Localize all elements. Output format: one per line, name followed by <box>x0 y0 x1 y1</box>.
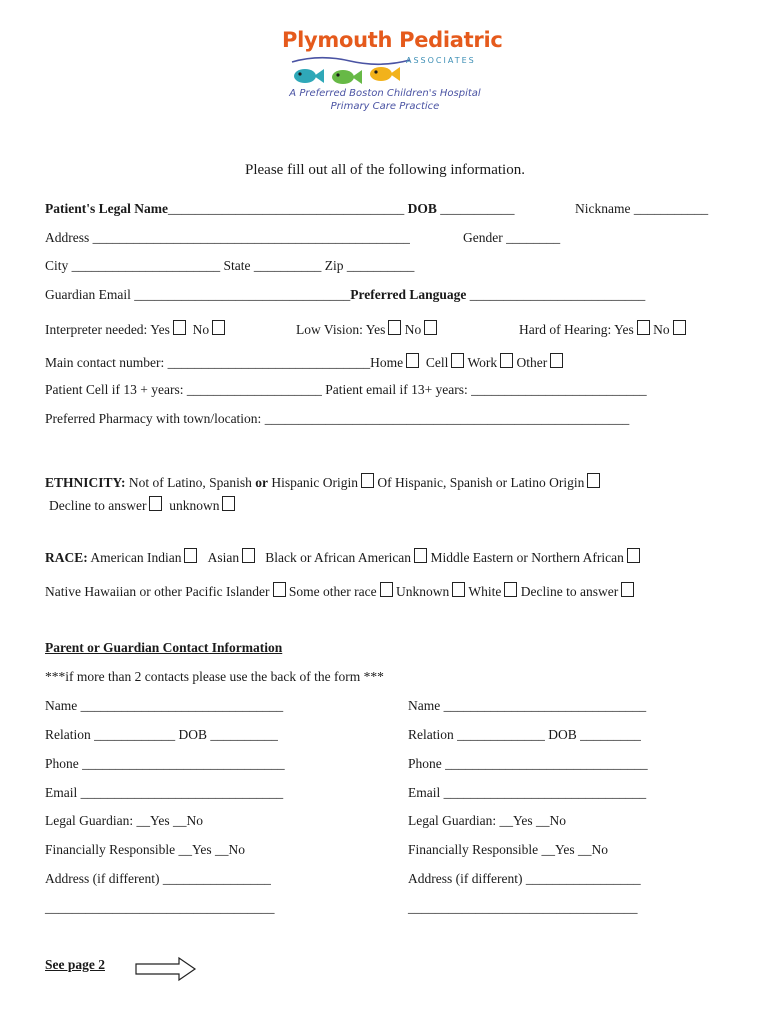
guardian1-email-field[interactable]: Email ______________________________ <box>45 785 284 800</box>
guardian1-address-field[interactable]: Address (if different) ________________ <box>45 871 271 886</box>
race-row-1 <box>45 548 640 566</box>
low-vision-yes-label: Yes <box>365 322 386 337</box>
logo-title: Plymouth Pediatric <box>282 28 503 52</box>
low-vision-no-label: No <box>404 322 422 337</box>
low-vision-no-checkbox[interactable] <box>424 320 437 335</box>
guardian-heading: Parent or Guardian Contact Information <box>45 640 283 655</box>
race-american-indian-label: American Indian <box>90 550 182 565</box>
race-native-hawaiian-checkbox[interactable] <box>273 582 286 597</box>
race-decline-label: Decline to answer <box>520 584 619 599</box>
gender-field[interactable]: ________ <box>506 230 561 245</box>
nickname-label: Nickname <box>575 201 631 216</box>
preferred-language-label: Preferred Language <box>350 287 467 302</box>
home-checkbox[interactable] <box>406 353 419 368</box>
zip-label: Zip <box>324 258 344 273</box>
race-black-label: Black or African American <box>265 550 412 565</box>
race-unknown-checkbox[interactable] <box>452 582 465 597</box>
interpreter-yes-label: Yes <box>150 322 170 337</box>
guardian2-phone-field[interactable]: Phone ______________________________ <box>408 756 648 771</box>
race-black-checkbox[interactable] <box>414 548 427 563</box>
pharmacy-field[interactable]: ______________________________________________________ <box>264 411 630 426</box>
patient-cell-field[interactable]: ____________________ <box>186 382 322 397</box>
low-vision-label: Low Vision: <box>296 322 363 337</box>
logo <box>270 20 503 120</box>
low-vision-row <box>296 320 437 338</box>
work-label: Work <box>467 355 498 370</box>
race-some-other-checkbox[interactable] <box>380 582 393 597</box>
fish-icon <box>292 66 326 86</box>
address-field[interactable]: _______________________________________________ <box>92 230 410 245</box>
preferred-language-field[interactable]: __________________________ <box>469 287 646 302</box>
dob-field[interactable]: ___________ <box>440 201 515 216</box>
other-checkbox[interactable] <box>550 353 563 368</box>
race-some-other-label: Some other race <box>288 584 377 599</box>
guardian1-legal-field[interactable]: Legal Guardian: __Yes __No <box>45 813 203 828</box>
race-asian-label: Asian <box>207 550 240 565</box>
race-decline-checkbox[interactable] <box>621 582 634 597</box>
ethnicity-hispanic-checkbox[interactable] <box>587 473 600 488</box>
nickname-row <box>575 201 708 217</box>
ethnicity-opt1-or: or <box>255 475 269 490</box>
logo-tagline-2: Primary Care Practice <box>330 101 440 112</box>
interpreter-no-checkbox[interactable] <box>212 320 225 335</box>
pharmacy-label: Preferred Pharmacy with town/location: <box>45 411 262 426</box>
dob-label: DOB <box>407 201 437 216</box>
patient-email-field[interactable]: __________________________ <box>471 382 647 397</box>
legal-name-row <box>45 201 515 217</box>
address-label: Address <box>45 230 90 245</box>
race-row-2 <box>45 582 634 600</box>
ethnicity-row <box>45 473 600 491</box>
home-label: Home <box>370 355 404 370</box>
ethnicity-label: ETHNICITY: <box>45 475 126 490</box>
address-row <box>45 230 410 246</box>
guardian-email-field[interactable]: ________________________________ <box>134 287 351 302</box>
hearing-no-label: No <box>653 322 670 337</box>
patient-cell-label: Patient Cell if 13 + years: <box>45 382 184 397</box>
main-contact-label: Main contact number: <box>45 355 165 370</box>
pharmacy-row <box>45 411 629 427</box>
nickname-field[interactable]: ___________ <box>633 201 709 216</box>
ethnicity-not-hispanic-checkbox[interactable] <box>361 473 374 488</box>
logo-subtitle: ASSOCIATES <box>406 56 476 65</box>
city-field[interactable]: ______________________ <box>71 258 221 273</box>
intro-text: Please fill out all of the following information. <box>245 162 525 178</box>
city-label: City <box>45 258 69 273</box>
patient-cell-row <box>45 382 647 398</box>
race-asian-checkbox[interactable] <box>242 548 255 563</box>
guardian2-relation-field[interactable]: Relation _____________ DOB _________ <box>408 727 641 742</box>
hearing-no-checkbox[interactable] <box>673 320 686 335</box>
ethnicity-opt4: unknown <box>169 498 220 513</box>
race-white-checkbox[interactable] <box>504 582 517 597</box>
right-arrow-icon <box>135 956 197 982</box>
gender-label: Gender <box>463 230 503 245</box>
patient-email-label: Patient email if 13+ years: <box>325 382 468 397</box>
race-middle-eastern-checkbox[interactable] <box>627 548 640 563</box>
guardian2-financial-field[interactable]: Financially Responsible __Yes __No <box>408 842 609 857</box>
main-contact-field[interactable]: ______________________________ <box>167 355 371 370</box>
legal-name-field[interactable]: ___________________________________ <box>167 201 405 216</box>
race-american-indian-checkbox[interactable] <box>184 548 197 563</box>
fish-icon <box>330 67 364 87</box>
ethnicity-unknown-checkbox[interactable] <box>222 496 235 511</box>
interpreter-label: Interpreter needed: <box>45 322 148 337</box>
race-native-hawaiian-label: Native Hawaiian or other Pacific Islander <box>45 584 270 599</box>
guardian2-name-field[interactable]: Name ______________________________ <box>408 698 647 713</box>
state-label: State <box>223 258 251 273</box>
guardian1-address-line2[interactable]: __________________________________ <box>45 900 275 915</box>
race-white-label: White <box>468 584 502 599</box>
hearing-label: Hard of Hearing: <box>519 322 612 337</box>
ethnicity-opt1-b: Hispanic Origin <box>271 475 359 490</box>
gender-row <box>463 230 560 246</box>
legal-name-label: Patient's Legal Name <box>45 201 168 216</box>
cell-checkbox[interactable] <box>451 353 464 368</box>
hearing-yes-label: Yes <box>614 322 634 337</box>
main-contact-row <box>45 353 563 371</box>
city-row <box>45 258 414 274</box>
ethnicity-opt1-a: Not of Latino, Spanish <box>128 475 252 490</box>
guardian2-legal-field[interactable]: Legal Guardian: __Yes __No <box>408 813 566 828</box>
work-checkbox[interactable] <box>500 353 513 368</box>
ethnicity-opt2: Of Hispanic, Spanish or Latino Origin <box>377 475 585 490</box>
see-page-link[interactable]: See page 2 <box>45 957 105 972</box>
race-label: RACE: <box>45 550 88 565</box>
guardian-email-row <box>45 287 645 303</box>
zip-field[interactable]: __________ <box>346 258 415 273</box>
low-vision-yes-checkbox[interactable] <box>388 320 401 335</box>
ethnicity-opt3: Decline to answer <box>49 498 147 513</box>
race-unknown-label: Unknown <box>396 584 450 599</box>
interpreter-row <box>45 320 225 338</box>
ethnicity-decline-checkbox[interactable] <box>149 496 162 511</box>
interpreter-no-label: No <box>192 322 210 337</box>
guardian1-relation-field[interactable]: Relation ____________ DOB __________ <box>45 727 278 742</box>
guardian2-address-field[interactable]: Address (if different) _________________ <box>408 871 641 886</box>
guardian-email-label: Guardian Email <box>45 287 131 302</box>
guardian-note: ***if more than 2 contacts please use the back of the form *** <box>45 669 384 684</box>
fish-icon <box>368 64 402 84</box>
other-label: Other <box>516 355 548 370</box>
ethnicity-row-2 <box>49 496 235 514</box>
hearing-row <box>519 320 686 338</box>
guardian2-address-line2[interactable]: __________________________________ <box>408 900 638 915</box>
race-middle-eastern-label: Middle Eastern or Northern African <box>430 550 624 565</box>
guardian2-email-field[interactable]: Email ______________________________ <box>408 785 647 800</box>
guardian1-financial-field[interactable]: Financially Responsible __Yes __No <box>45 842 246 857</box>
guardian1-name-field[interactable]: Name ______________________________ <box>45 698 284 713</box>
state-field[interactable]: __________ <box>253 258 322 273</box>
hearing-yes-checkbox[interactable] <box>637 320 650 335</box>
guardian1-phone-field[interactable]: Phone ______________________________ <box>45 756 285 771</box>
interpreter-yes-checkbox[interactable] <box>173 320 186 335</box>
cell-label: Cell <box>425 355 449 370</box>
logo-tagline-1: A Preferred Boston Children's Hospital <box>289 88 481 99</box>
